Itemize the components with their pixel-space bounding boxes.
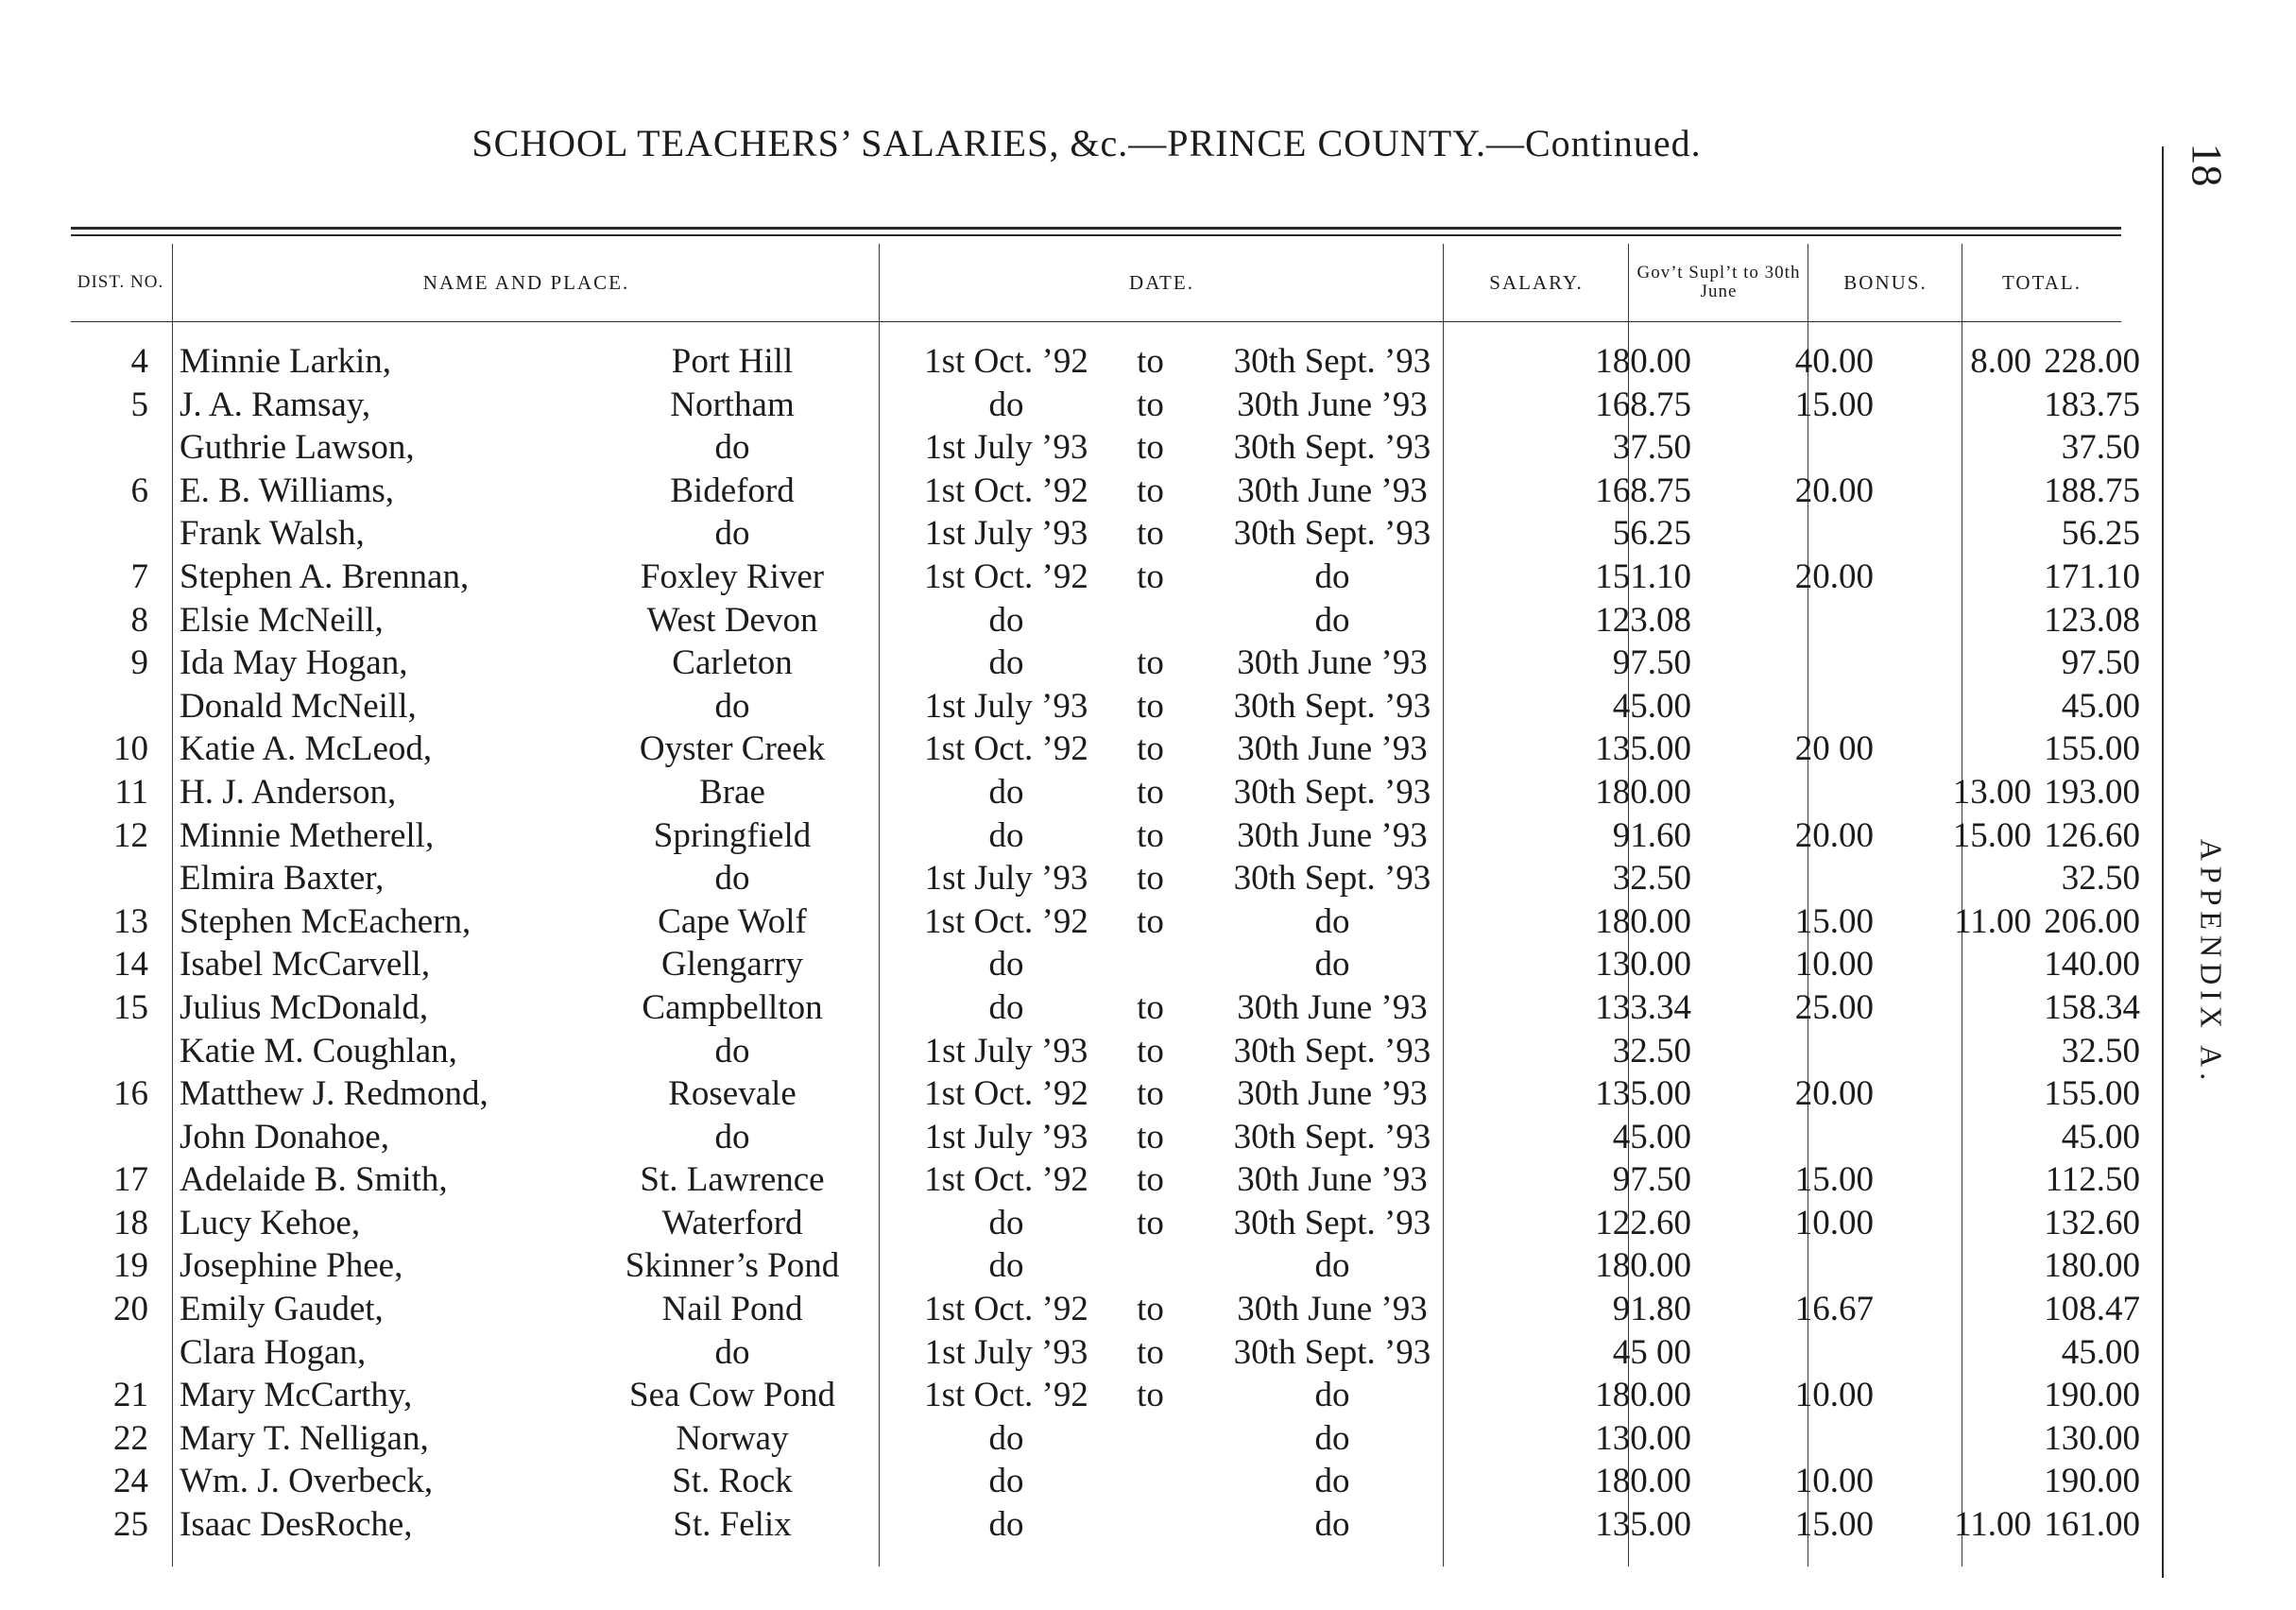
date-from: 1st Oct. ’92	[924, 557, 1088, 596]
table-row	[71, 986, 2140, 1030]
teacher-name: Clara Hogan,	[180, 1332, 367, 1372]
header-date: DATE.	[1129, 270, 1194, 294]
place-name: Norway	[676, 1418, 789, 1458]
place-name: Glengarry	[661, 945, 803, 985]
total-cell: 140.00	[2044, 945, 2140, 985]
date-from: 1st Oct. ’92	[924, 729, 1088, 769]
place-name: do	[714, 514, 750, 554]
date-from: 1st Oct. ’92	[924, 901, 1088, 941]
place-name: Oyster Creek	[639, 729, 826, 769]
date-until: 30th Sept. ’93	[1233, 1117, 1431, 1156]
teacher-name: Minnie Metherell,	[180, 815, 435, 855]
place-name: do	[714, 859, 750, 899]
date-until: 30th June ’93	[1237, 471, 1428, 510]
date-to-word: to	[1137, 1376, 1164, 1415]
date-from: do	[988, 1203, 1024, 1242]
gov-supl-cell: 20.00	[1794, 815, 1874, 855]
dist-cell: 6	[130, 471, 148, 510]
gov-supl-cell: 25.00	[1794, 987, 1874, 1027]
salary-cell: 130.00	[1595, 1418, 1691, 1458]
date-from: 1st Oct. ’92	[924, 471, 1088, 510]
total-cell: 112.50	[2045, 1160, 2140, 1200]
date-to-word: to	[1137, 815, 1164, 855]
total-cell: 188.75	[2044, 471, 2140, 510]
gov-supl-cell: 15.00	[1794, 1505, 1874, 1545]
place-name: Rosevale	[668, 1074, 797, 1114]
salary-cell: 135.00	[1595, 1505, 1691, 1545]
salary-cell: 123.08	[1595, 600, 1691, 640]
date-to-word: to	[1137, 1074, 1164, 1114]
date-to-word: to	[1137, 729, 1164, 769]
salary-cell: 32.50	[1612, 1031, 1691, 1070]
table-row	[71, 771, 2140, 814]
table-row	[71, 1158, 2140, 1202]
place-name: St. Lawrence	[640, 1160, 825, 1200]
salary-cell: 180.00	[1595, 1246, 1691, 1286]
teacher-name: Josephine Phee,	[180, 1246, 403, 1286]
date-until: 30th June ’93	[1237, 815, 1428, 855]
gov-supl-cell: 16.67	[1794, 1290, 1874, 1329]
teacher-name: Stephen A. Brennan,	[180, 557, 470, 596]
dist-cell: 11	[114, 772, 148, 812]
teacher-name: Elmira Baxter,	[180, 859, 385, 899]
total-cell: 45.00	[2061, 686, 2140, 726]
dist-cell: 8	[130, 600, 148, 640]
date-until: do	[1314, 1505, 1350, 1545]
salary-cell: 45 00	[1612, 1332, 1691, 1372]
date-from: do	[988, 643, 1024, 683]
date-from: do	[988, 385, 1024, 424]
header-gov-supl: Gov’t Supl’t to 30th June	[1636, 263, 1801, 301]
dist-cell: 22	[113, 1418, 148, 1458]
place-name: Cape Wolf	[658, 901, 807, 941]
dist-cell: 14	[113, 945, 148, 985]
table-row	[71, 900, 2140, 944]
page-title: SCHOOL TEACHERS’ SALARIES, &c.—PRINCE COUNTY.—Continued.	[471, 122, 1702, 164]
date-until: 30th Sept. ’93	[1233, 1332, 1431, 1372]
date-until: do	[1314, 1246, 1350, 1286]
table-row	[71, 599, 2140, 642]
total-cell: 228.00	[2044, 342, 2140, 381]
date-from: 1st Oct. ’92	[924, 1376, 1088, 1415]
place-name: Waterford	[661, 1203, 803, 1242]
gov-supl-cell: 20.00	[1794, 471, 1874, 510]
date-until: 30th June ’93	[1237, 1074, 1428, 1114]
date-until: 30th Sept. ’93	[1233, 1203, 1431, 1242]
teacher-name: E. B. Williams,	[180, 471, 395, 510]
table-row	[71, 1116, 2140, 1159]
table-row	[71, 1417, 2140, 1461]
date-until: do	[1314, 600, 1350, 640]
date-until: do	[1314, 945, 1350, 985]
gov-supl-cell: 40.00	[1794, 342, 1874, 381]
header-bottom-rule	[71, 321, 2121, 322]
teacher-name: Mary T. Nelligan,	[180, 1418, 429, 1458]
date-until: 30th Sept. ’93	[1233, 859, 1431, 899]
header-bonus: BONUS.	[1843, 270, 1928, 294]
teacher-name: J. A. Ramsay,	[180, 385, 371, 424]
date-from: 1st Oct. ’92	[924, 1160, 1088, 1200]
place-name: Nail Pond	[661, 1290, 803, 1329]
table-row	[71, 1331, 2140, 1375]
total-cell: 158.34	[2044, 987, 2140, 1027]
gov-supl-cell: 10.00	[1794, 1462, 1874, 1501]
date-from: do	[988, 1246, 1024, 1286]
date-from: do	[988, 945, 1024, 985]
total-cell: 132.60	[2044, 1203, 2140, 1242]
date-until: 30th Sept. ’93	[1233, 772, 1431, 812]
gov-supl-cell: 20.00	[1794, 1074, 1874, 1114]
salary-cell: 37.50	[1612, 428, 1691, 468]
teacher-name: Donald McNeill,	[180, 686, 417, 726]
date-until: do	[1314, 557, 1350, 596]
gov-supl-cell: 20 00	[1794, 729, 1874, 769]
dist-cell: 19	[113, 1246, 148, 1286]
dist-cell: 18	[113, 1203, 148, 1242]
teacher-name: Adelaide B. Smith,	[180, 1160, 448, 1200]
total-cell: 126.60	[2044, 815, 2140, 855]
salary-cell: 135.00	[1595, 729, 1691, 769]
header-dist: DIST. NO.	[77, 272, 164, 293]
total-cell: 161.00	[2044, 1505, 2140, 1545]
total-cell: 155.00	[2044, 1074, 2140, 1114]
date-until: 30th June ’93	[1237, 729, 1428, 769]
date-from: do	[988, 1418, 1024, 1458]
dist-cell: 7	[130, 557, 148, 596]
total-cell: 37.50	[2061, 428, 2140, 468]
header-salary: SALARY.	[1489, 270, 1584, 294]
teacher-name: Ida May Hogan,	[180, 643, 408, 683]
total-cell: 56.25	[2061, 514, 2140, 554]
date-from: do	[988, 1462, 1024, 1501]
total-cell: 123.08	[2044, 600, 2140, 640]
page-number: 18	[2183, 143, 2232, 187]
total-cell: 130.00	[2044, 1418, 2140, 1458]
date-until: 30th June ’93	[1237, 385, 1428, 424]
date-to-word: to	[1137, 859, 1164, 899]
date-from: 1st July ’93	[924, 686, 1088, 726]
salary-cell: 32.50	[1612, 859, 1691, 899]
place-name: do	[714, 686, 750, 726]
teacher-name: Wm. J. Overbeck,	[180, 1462, 434, 1501]
date-until: do	[1314, 1462, 1350, 1501]
teacher-name: Katie M. Coughlan,	[180, 1031, 457, 1070]
gov-supl-cell: 20.00	[1794, 557, 1874, 596]
total-cell: 32.50	[2061, 1031, 2140, 1070]
total-cell: 190.00	[2044, 1462, 2140, 1501]
date-to-word: to	[1137, 1203, 1164, 1242]
place-name: Skinner’s Pond	[625, 1246, 840, 1286]
salary-cell: 91.60	[1612, 815, 1691, 855]
date-until: do	[1314, 901, 1350, 941]
table-row	[71, 814, 2140, 858]
place-name: do	[714, 1031, 750, 1070]
date-to-word: to	[1137, 385, 1164, 424]
date-to-word: to	[1137, 557, 1164, 596]
dist-cell: 9	[130, 643, 148, 683]
table-row	[71, 857, 2140, 900]
date-from: 1st Oct. ’92	[924, 1074, 1088, 1114]
total-cell: 97.50	[2061, 643, 2140, 683]
teacher-name: H. J. Anderson,	[180, 772, 397, 812]
table-row	[71, 556, 2140, 599]
dist-cell: 25	[113, 1505, 148, 1545]
gov-supl-cell: 15.00	[1794, 901, 1874, 941]
salary-cell: 130.00	[1595, 945, 1691, 985]
place-name: St. Felix	[673, 1505, 792, 1545]
bonus-cell: 15.00	[1952, 815, 2031, 855]
date-from: 1st July ’93	[924, 859, 1088, 899]
date-until: 30th Sept. ’93	[1233, 428, 1431, 468]
salary-cell: 91.80	[1612, 1290, 1691, 1329]
date-until: 30th Sept. ’93	[1233, 342, 1431, 381]
total-cell: 32.50	[2061, 859, 2140, 899]
salary-cell: 97.50	[1612, 1160, 1691, 1200]
date-to-word: to	[1137, 901, 1164, 941]
dist-cell: 20	[113, 1290, 148, 1329]
total-cell: 206.00	[2044, 901, 2140, 941]
teacher-name: Lucy Kehoe,	[180, 1203, 361, 1242]
table-row	[71, 1288, 2140, 1331]
total-cell: 45.00	[2061, 1332, 2140, 1372]
date-to-word: to	[1137, 1290, 1164, 1329]
teacher-name: Matthew J. Redmond,	[180, 1074, 488, 1114]
table-row	[71, 943, 2140, 986]
teacher-name: Mary McCarthy,	[180, 1376, 413, 1415]
date-from: 1st Oct. ’92	[924, 342, 1088, 381]
bonus-cell: 13.00	[1952, 772, 2031, 812]
teacher-name: Elsie McNeill,	[180, 600, 384, 640]
dist-cell: 16	[113, 1074, 148, 1114]
dist-cell: 24	[113, 1462, 148, 1501]
date-to-word: to	[1137, 1160, 1164, 1200]
date-until: 30th June ’93	[1237, 1160, 1428, 1200]
place-name: Brae	[699, 772, 765, 812]
bonus-cell: 11.00	[1954, 1505, 2031, 1545]
table-row	[71, 512, 2140, 556]
place-name: do	[714, 428, 750, 468]
dist-cell: 15	[113, 987, 148, 1027]
teacher-name: Emily Gaudet,	[180, 1290, 384, 1329]
table-row	[71, 642, 2140, 685]
place-name: St. Rock	[672, 1462, 793, 1501]
date-from: 1st July ’93	[924, 428, 1088, 468]
salary-cell: 180.00	[1595, 772, 1691, 812]
salary-cell: 180.00	[1595, 901, 1691, 941]
date-to-word: to	[1137, 643, 1164, 683]
total-cell: 193.00	[2044, 772, 2140, 812]
date-to-word: to	[1137, 1117, 1164, 1156]
total-cell: 108.47	[2044, 1290, 2140, 1329]
table-row	[71, 470, 2140, 513]
gov-supl-cell: 10.00	[1794, 1376, 1874, 1415]
dist-cell: 12	[113, 815, 148, 855]
dist-cell: 10	[113, 729, 148, 769]
teacher-name: Frank Walsh,	[180, 514, 365, 554]
date-from: 1st July ’93	[924, 1031, 1088, 1070]
total-cell: 190.00	[2044, 1376, 2140, 1415]
salary-cell: 180.00	[1595, 342, 1691, 381]
date-until: do	[1314, 1376, 1350, 1415]
total-cell: 155.00	[2044, 729, 2140, 769]
salary-cell: 56.25	[1612, 514, 1691, 554]
date-until: do	[1314, 1418, 1350, 1458]
salary-cell: 151.10	[1595, 557, 1691, 596]
date-from: 1st Oct. ’92	[924, 1290, 1088, 1329]
date-to-word: to	[1137, 772, 1164, 812]
dist-cell: 5	[130, 385, 148, 424]
table-body	[71, 340, 2140, 1547]
salary-cell: 97.50	[1612, 643, 1691, 683]
place-name: Northam	[670, 385, 795, 424]
page-edge-rule	[2162, 146, 2164, 1578]
total-cell: 180.00	[2044, 1246, 2140, 1286]
salary-cell: 180.00	[1595, 1376, 1691, 1415]
date-from: do	[988, 600, 1024, 640]
date-from: do	[988, 1505, 1024, 1545]
table-row	[71, 1072, 2140, 1116]
teacher-name: John Donahoe,	[180, 1117, 389, 1156]
dist-cell: 21	[113, 1376, 148, 1415]
dist-cell: 4	[130, 342, 148, 381]
salary-cell: 45.00	[1612, 686, 1691, 726]
date-to-word: to	[1137, 1031, 1164, 1070]
gov-supl-cell: 10.00	[1794, 1203, 1874, 1242]
teacher-name: Isaac DesRoche,	[180, 1505, 413, 1545]
bonus-cell: 8.00	[1970, 342, 2031, 381]
date-until: 30th Sept. ’93	[1233, 1031, 1431, 1070]
salary-cell: 180.00	[1595, 1462, 1691, 1501]
teacher-name: Stephen McEachern,	[180, 901, 471, 941]
salary-cell: 135.00	[1595, 1074, 1691, 1114]
date-until: 30th Sept. ’93	[1233, 514, 1431, 554]
salary-cell: 45.00	[1612, 1117, 1691, 1156]
teacher-name: Julius McDonald,	[180, 987, 429, 1027]
place-name: Carleton	[672, 643, 793, 683]
bonus-cell: 11.00	[1954, 901, 2031, 941]
date-from: do	[988, 987, 1024, 1027]
salary-cell: 168.75	[1595, 471, 1691, 510]
table-row	[71, 728, 2140, 771]
place-name: Sea Cow Pond	[629, 1376, 835, 1415]
place-name: West Devon	[646, 600, 818, 640]
gov-supl-cell: 15.00	[1794, 385, 1874, 424]
table-top-rule	[71, 227, 2121, 230]
table-row	[71, 340, 2140, 384]
date-from: 1st July ’93	[924, 1117, 1088, 1156]
table-row	[71, 1374, 2140, 1417]
gov-supl-cell: 10.00	[1794, 945, 1874, 985]
date-to-word: to	[1137, 342, 1164, 381]
salary-cell: 168.75	[1595, 385, 1691, 424]
date-until: 30th June ’93	[1237, 643, 1428, 683]
date-to-word: to	[1137, 987, 1164, 1027]
place-name: Bideford	[670, 471, 795, 510]
date-from: 1st July ’93	[924, 514, 1088, 554]
place-name: Port Hill	[671, 342, 794, 381]
date-until: 30th June ’93	[1237, 987, 1428, 1027]
table-row	[71, 1503, 2140, 1547]
total-cell: 171.10	[2044, 557, 2140, 596]
date-to-word: to	[1137, 471, 1164, 510]
place-name: do	[714, 1332, 750, 1372]
date-to-word: to	[1137, 686, 1164, 726]
salary-cell: 133.34	[1595, 987, 1691, 1027]
date-from: do	[988, 815, 1024, 855]
header-total: TOTAL.	[2001, 270, 2082, 294]
appendix-label: APPENDIX A.	[2194, 838, 2229, 1087]
place-name: Springfield	[653, 815, 812, 855]
header-name-place: NAME AND PLACE.	[422, 270, 630, 294]
dist-cell: 17	[113, 1160, 148, 1200]
date-until: 30th Sept. ’93	[1233, 686, 1431, 726]
total-cell: 45.00	[2061, 1117, 2140, 1156]
place-name: Campbellton	[642, 987, 823, 1027]
table-row	[71, 384, 2140, 427]
total-cell: 183.75	[2044, 385, 2140, 424]
dist-cell: 13	[113, 901, 148, 941]
table-row	[71, 1244, 2140, 1288]
date-from: do	[988, 772, 1024, 812]
date-to-word: to	[1137, 428, 1164, 468]
gov-supl-cell: 15.00	[1794, 1160, 1874, 1200]
salary-cell: 122.60	[1595, 1203, 1691, 1242]
table-header	[71, 248, 2121, 317]
table-row	[71, 685, 2140, 728]
table-row	[71, 426, 2140, 470]
date-until: 30th June ’93	[1237, 1290, 1428, 1329]
table-row	[71, 1460, 2140, 1503]
teacher-name: Minnie Larkin,	[180, 342, 392, 381]
date-to-word: to	[1137, 514, 1164, 554]
teacher-name: Isabel McCarvell,	[180, 945, 431, 985]
table-row	[71, 1030, 2140, 1073]
place-name: Foxley River	[640, 557, 825, 596]
place-name: do	[714, 1117, 750, 1156]
teacher-name: Katie A. McLeod,	[180, 729, 433, 769]
table-row	[71, 1202, 2140, 1245]
date-to-word: to	[1137, 1332, 1164, 1372]
date-from: 1st July ’93	[924, 1332, 1088, 1372]
teacher-name: Guthrie Lawson,	[180, 428, 415, 468]
table-top-rule-thin	[71, 234, 2121, 236]
